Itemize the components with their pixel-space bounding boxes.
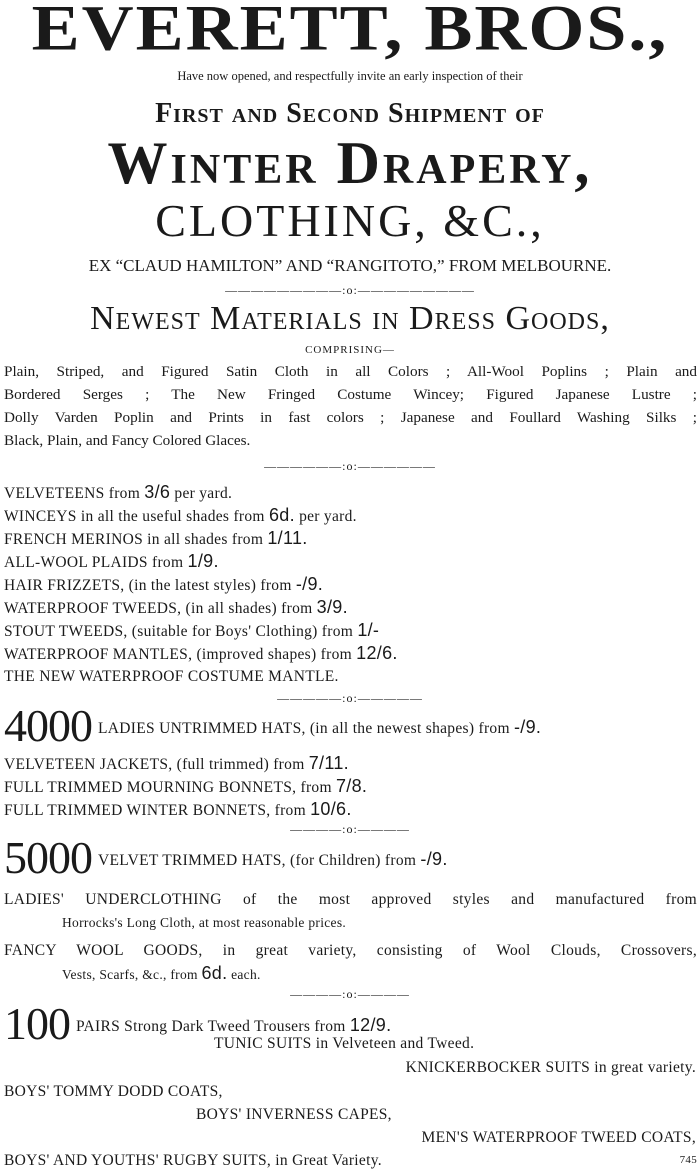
page-title: EVERETT, BROS., — [31, 0, 669, 64]
list-item: BOYS' INVERNESS CAPES, — [196, 1106, 392, 1123]
dress-line: Bordered Serges ; The New Fringed Costume Wincey; Figured Japanese Lustre ; — [4, 386, 697, 403]
list-item: BOYS' AND YOUTHS' RUGBY SUITS, in Great Variety. 745 — [4, 1149, 697, 1172]
list-item: FULL TRIMMED WINTER BONNETS, from 10/6. — [4, 799, 352, 819]
list-item: MEN'S WATERPROOF TWEED COATS, — [421, 1129, 696, 1146]
list-item: FRENCH MERINOS in all shades from 1/11. — [4, 528, 308, 548]
comprising-label: COMPRISING— — [305, 344, 395, 356]
dress-goods-heading: Newest Materials in Dress Goods, — [90, 300, 610, 337]
dress-line: Dolly Varden Poplin and Prints in fast colors ; Japanese and Foullard Washing Silks ; — [4, 409, 697, 426]
divider: ————:o:———— — [290, 987, 410, 1001]
quantity-number: 5000 — [4, 832, 92, 883]
list-item: STOUT TWEEDS, (suitable for Boys' Clothing) from 1/- — [4, 620, 380, 640]
list-item: FULL TRIMMED MOURNING BONNETS, from 7/8. — [4, 776, 368, 796]
shipment-heading: First and Second Shipment of — [155, 98, 545, 129]
list-item: WATERPROOF MANTLES, (improved shapes) from 12/6. — [4, 643, 398, 663]
page-number: 745 — [679, 1154, 697, 1166]
dress-line: Black, Plain, and Fancy Colored Glaces. — [4, 432, 251, 449]
ship-source-line: EX “CLAUD HAMILTON” AND “RANGITOTO,” FROM MELBOURNE. — [88, 256, 612, 275]
list-item: WINCEYS in all the useful shades from 6d. per yard. — [4, 505, 357, 525]
list-item: WATERPROOF TWEEDS, (in all shades) from 3/9. — [4, 597, 348, 617]
drapery-heading: Winter Drapery, — [107, 130, 593, 196]
list-item: ALL-WOOL PLAIDS from 1/9. — [4, 551, 219, 571]
quantity-number: 4000 — [4, 700, 92, 751]
quantity-number: 100 — [4, 998, 70, 1049]
clothing-heading: CLOTHING, &C., — [155, 195, 545, 246]
list-item: VELVETEEN JACKETS, (full trimmed) from 7/11. — [4, 753, 349, 773]
velvet-hats-row: 5000 VELVET TRIMMED HATS, (for Children) from -/9. — [4, 832, 448, 883]
list-item: BOYS' TOMMY DODD COATS, — [4, 1083, 223, 1100]
dress-line: Plain, Striped, and Figured Satin Cloth in all Colors ; All-Wool Poplins ; Plain and — [4, 363, 697, 380]
list-item: LADIES' UNDERCLOTHING of the most approved styles and manufactured from — [4, 891, 697, 908]
list-item: HAIR FRIZZETS, (in the latest styles) from -/9. — [4, 574, 324, 594]
trousers-row: 100 PAIRS Strong Dark Tweed Trousers from 12/9. — [4, 998, 392, 1049]
divider: —————:o:————— — [277, 691, 423, 705]
list-item: KNICKERBOCKER SUITS in great variety. — [405, 1059, 696, 1076]
list-item: TUNIC SUITS in Velveteen and Tweed. — [214, 1035, 475, 1052]
divider: ————:o:———— — [290, 822, 410, 836]
list-item: VELVETEENS from 3/6 per yard. — [4, 482, 233, 502]
list-item: THE NEW WATERPROOF COSTUME MANTLE. — [4, 668, 339, 685]
list-item-continuation: Horrocks's Long Cloth, at most reasonable prices. — [62, 915, 347, 930]
list-item-continuation: Vests, Scarfs, &c., from 6d. each. — [62, 963, 261, 983]
list-item: FANCY WOOL GOODS, in great variety, consisting of Wool Clouds, Crossovers, — [4, 942, 697, 959]
intro-text: Have now opened, and respectfully invite an early inspection of their — [177, 69, 523, 83]
divider: —————————:o:————————— — [225, 283, 475, 297]
hats-row: 4000 LADIES UNTRIMMED HATS, (in all the newest shapes) from -/9. — [4, 700, 542, 751]
divider: ——————:o:—————— — [264, 459, 436, 473]
